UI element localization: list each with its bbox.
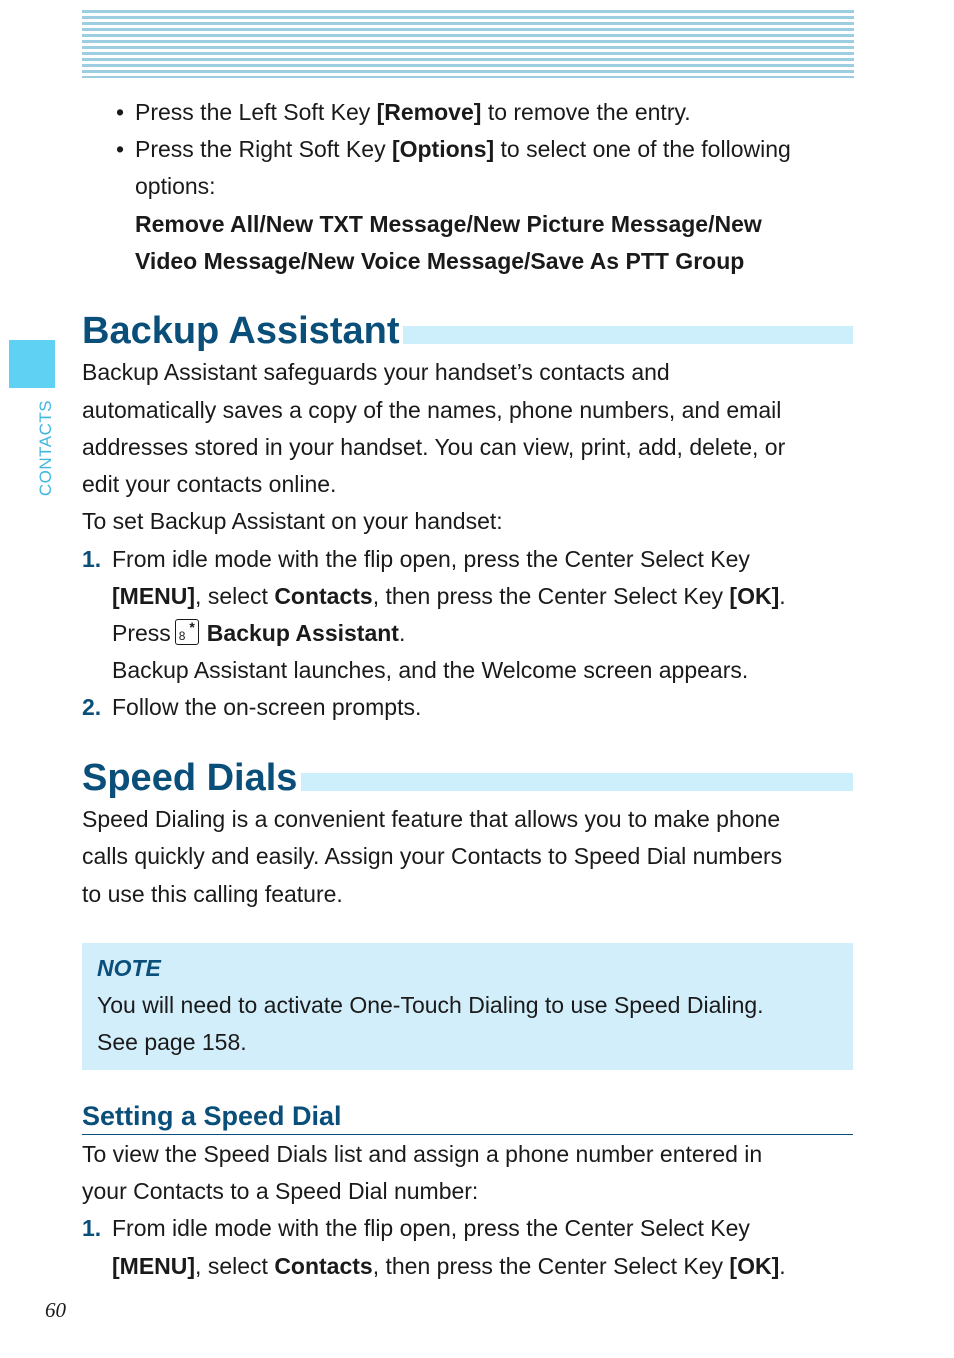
section-tab — [9, 340, 55, 388]
speed-sub-para-line: your Contacts to a Speed Dial number: — [82, 1178, 479, 1204]
step-number: 2. — [82, 694, 102, 720]
backup-step1-result: Backup Assistant launches, and the Welcome screen appears. — [112, 657, 749, 683]
subheading-rule — [82, 1134, 853, 1135]
speed-step1-line1: From idle mode with the flip open, press the Center Select Key — [112, 1215, 750, 1241]
note-title: NOTE — [97, 955, 161, 981]
bullet-marker: • — [116, 99, 125, 125]
backup-intro: To set Backup Assistant on your handset: — [82, 508, 503, 534]
key-8-icon: 8 * — [175, 619, 199, 645]
speed-para-line: calls quickly and easily. Assign your Contacts to Speed Dial numbers — [82, 843, 783, 869]
section-side-label: CONTACTS — [36, 399, 55, 497]
speed-step1-line2: [MENU], select Contacts, then press the Center Select Key [OK]. — [112, 1253, 786, 1279]
setting-speed-dial-heading: Setting a Speed Dial — [82, 1101, 342, 1131]
speed-dials-heading: Speed Dials — [82, 756, 301, 800]
backup-step1-line3: Press 8 * Backup Assistant. — [112, 619, 406, 646]
options-list-line2: Video Message/New Voice Message/Save As PTT Group — [135, 248, 745, 274]
step-number: 1. — [82, 1215, 102, 1241]
bullet-options: Press the Right Soft Key [Options] to select one of the following — [135, 136, 791, 162]
speed-para-line: Speed Dialing is a convenient feature that allows you to make phone — [82, 806, 781, 832]
note-line: See page 158. — [97, 1029, 247, 1055]
backup-step1-line2: [MENU], select Contacts, then press the Center Select Key [OK]. — [112, 583, 786, 609]
backup-step1-line1: From idle mode with the flip open, press the Center Select Key — [112, 546, 750, 572]
speed-para-line: to use this calling feature. — [82, 881, 343, 907]
bullet-remove: Press the Left Soft Key [Remove] to remove the entry. — [135, 99, 691, 125]
backup-para-line: edit your contacts online. — [82, 471, 337, 497]
step-number: 1. — [82, 546, 102, 572]
backup-para-line: automatically saves a copy of the names, phone numbers, and email — [82, 397, 782, 423]
backup-assistant-heading: Backup Assistant — [82, 309, 403, 353]
bullet-options-cont: options: — [135, 173, 216, 199]
backup-para-line: addresses stored in your handset. You can view, print, add, delete, or — [82, 434, 786, 460]
backup-step2-text: Follow the on-screen prompts. — [112, 694, 422, 720]
options-list-line1: Remove All/New TXT Message/New Picture Message/New — [135, 211, 762, 237]
page-number: 60 — [45, 1298, 66, 1322]
bullet-marker: • — [116, 136, 125, 162]
header-stripes — [82, 10, 854, 78]
note-line: You will need to activate One-Touch Dialing to use Speed Dialing. — [97, 992, 764, 1018]
speed-sub-para-line: To view the Speed Dials list and assign a phone number entered in — [82, 1141, 763, 1167]
backup-para-line: Backup Assistant safeguards your handset’s contacts and — [82, 359, 670, 385]
